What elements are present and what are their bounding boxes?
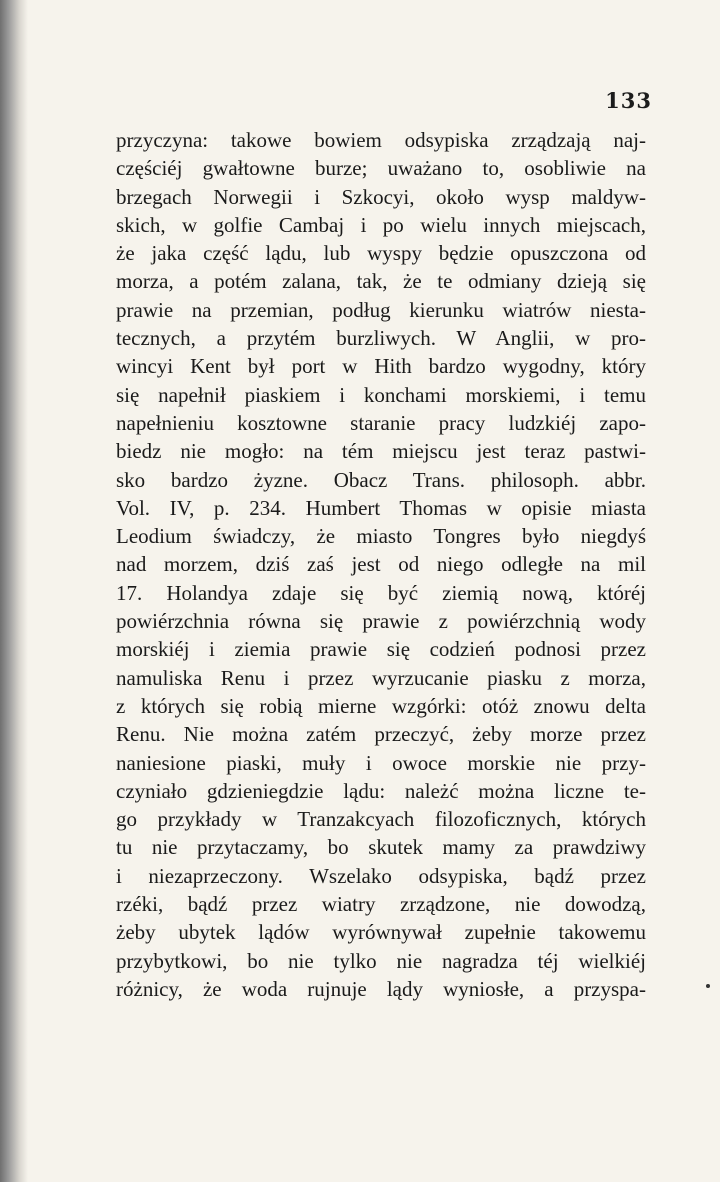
text-line: przyczyna: takowe bowiem odsypiska zrządzają naj- (116, 128, 646, 152)
text-line: wincyi Kent był port w Hith bardzo wygodny, który (116, 354, 646, 379)
ink-speck (706, 984, 710, 988)
text-line: 17. Holandya zdaje się być ziemią nową, któréj (116, 580, 646, 605)
text-line: prawie na przemian, podług kierunku wiatrów niesta- (116, 297, 646, 322)
text-line: się napełnił piaskiem i konchami morskiemi, i temu (116, 382, 646, 407)
binding-shadow (0, 0, 28, 1182)
text-line: sko bardzo żyzne. Obacz Trans. philosoph. abbr. (116, 467, 646, 492)
text-line: morskiéj i ziemia prawie się codzień podnosi przez (116, 637, 646, 662)
text-line: Vol. IV, p. 234. Humbert Thomas w opisie miasta (116, 495, 646, 520)
text-line: biedz nie mogło: na tém miejscu jest teraz pastwi- (116, 439, 646, 464)
text-line: żeby ubytek lądów wyrównywał zupełnie takowemu (116, 920, 646, 945)
page-number: 133 (605, 88, 652, 113)
text-line: i niezaprzeczony. Wszelako odsypiska, bądź przez (116, 863, 646, 888)
text-line: nad morzem, dziś zaś jest od niego odległe na mil (116, 552, 646, 577)
text-line: rzéki, bądź przez wiatry zrządzone, nie dowodzą, (116, 892, 646, 917)
text-line: z których się robią mierne wzgórki: otóż znowu delta (116, 693, 646, 718)
text-line: czyniało gdzieniegdzie lądu: należć można liczne te- (116, 778, 646, 803)
text-line: że jaka część lądu, lub wyspy będzie opuszczona od (116, 241, 646, 266)
text-line: Leodium świadczy, że miasto Tongres było niegdyś (116, 524, 646, 549)
text-line: przybytkowi, bo nie tylko nie nagradza téj wielkiéj (116, 948, 646, 973)
text-line: częściéj gwałtowne burze; uważano to, osobliwie na (116, 156, 646, 181)
text-line: tecznych, a przytém burzliwych. W Anglii, w pro- (116, 326, 646, 351)
text-line: brzegach Norwegii i Szkocyi, około wysp maldyw- (116, 184, 646, 209)
body-text (116, 126, 646, 1003)
text-line: namuliska Renu i przez wyrzucanie piasku z morza, (116, 665, 646, 690)
text-line: różnicy, że woda rujnuje lądy wyniosłe, a przyspa- (116, 976, 646, 1001)
text-line: skich, w golfie Cambaj i po wielu innych miejscach, (116, 212, 646, 237)
text-line: Renu. Nie można zatém przeczyć, żeby morze przez (116, 722, 646, 747)
text-line: naniesione piaski, muły i owoce morskie nie przy- (116, 750, 646, 775)
text-line: tu nie przytaczamy, bo skutek mamy za prawdziwy (116, 835, 646, 860)
text-line: morza, a potém zalana, tak, że te odmiany dzieją się (116, 269, 646, 294)
text-line: powiérzchnia równa się prawie z powiérzchnią wody (116, 609, 646, 634)
text-line: napełnieniu kosztowne staranie pracy ludzkiéj zapo- (116, 410, 646, 435)
text-line: go przykłady w Tranzakcyach filozoficznych, których (116, 807, 646, 832)
